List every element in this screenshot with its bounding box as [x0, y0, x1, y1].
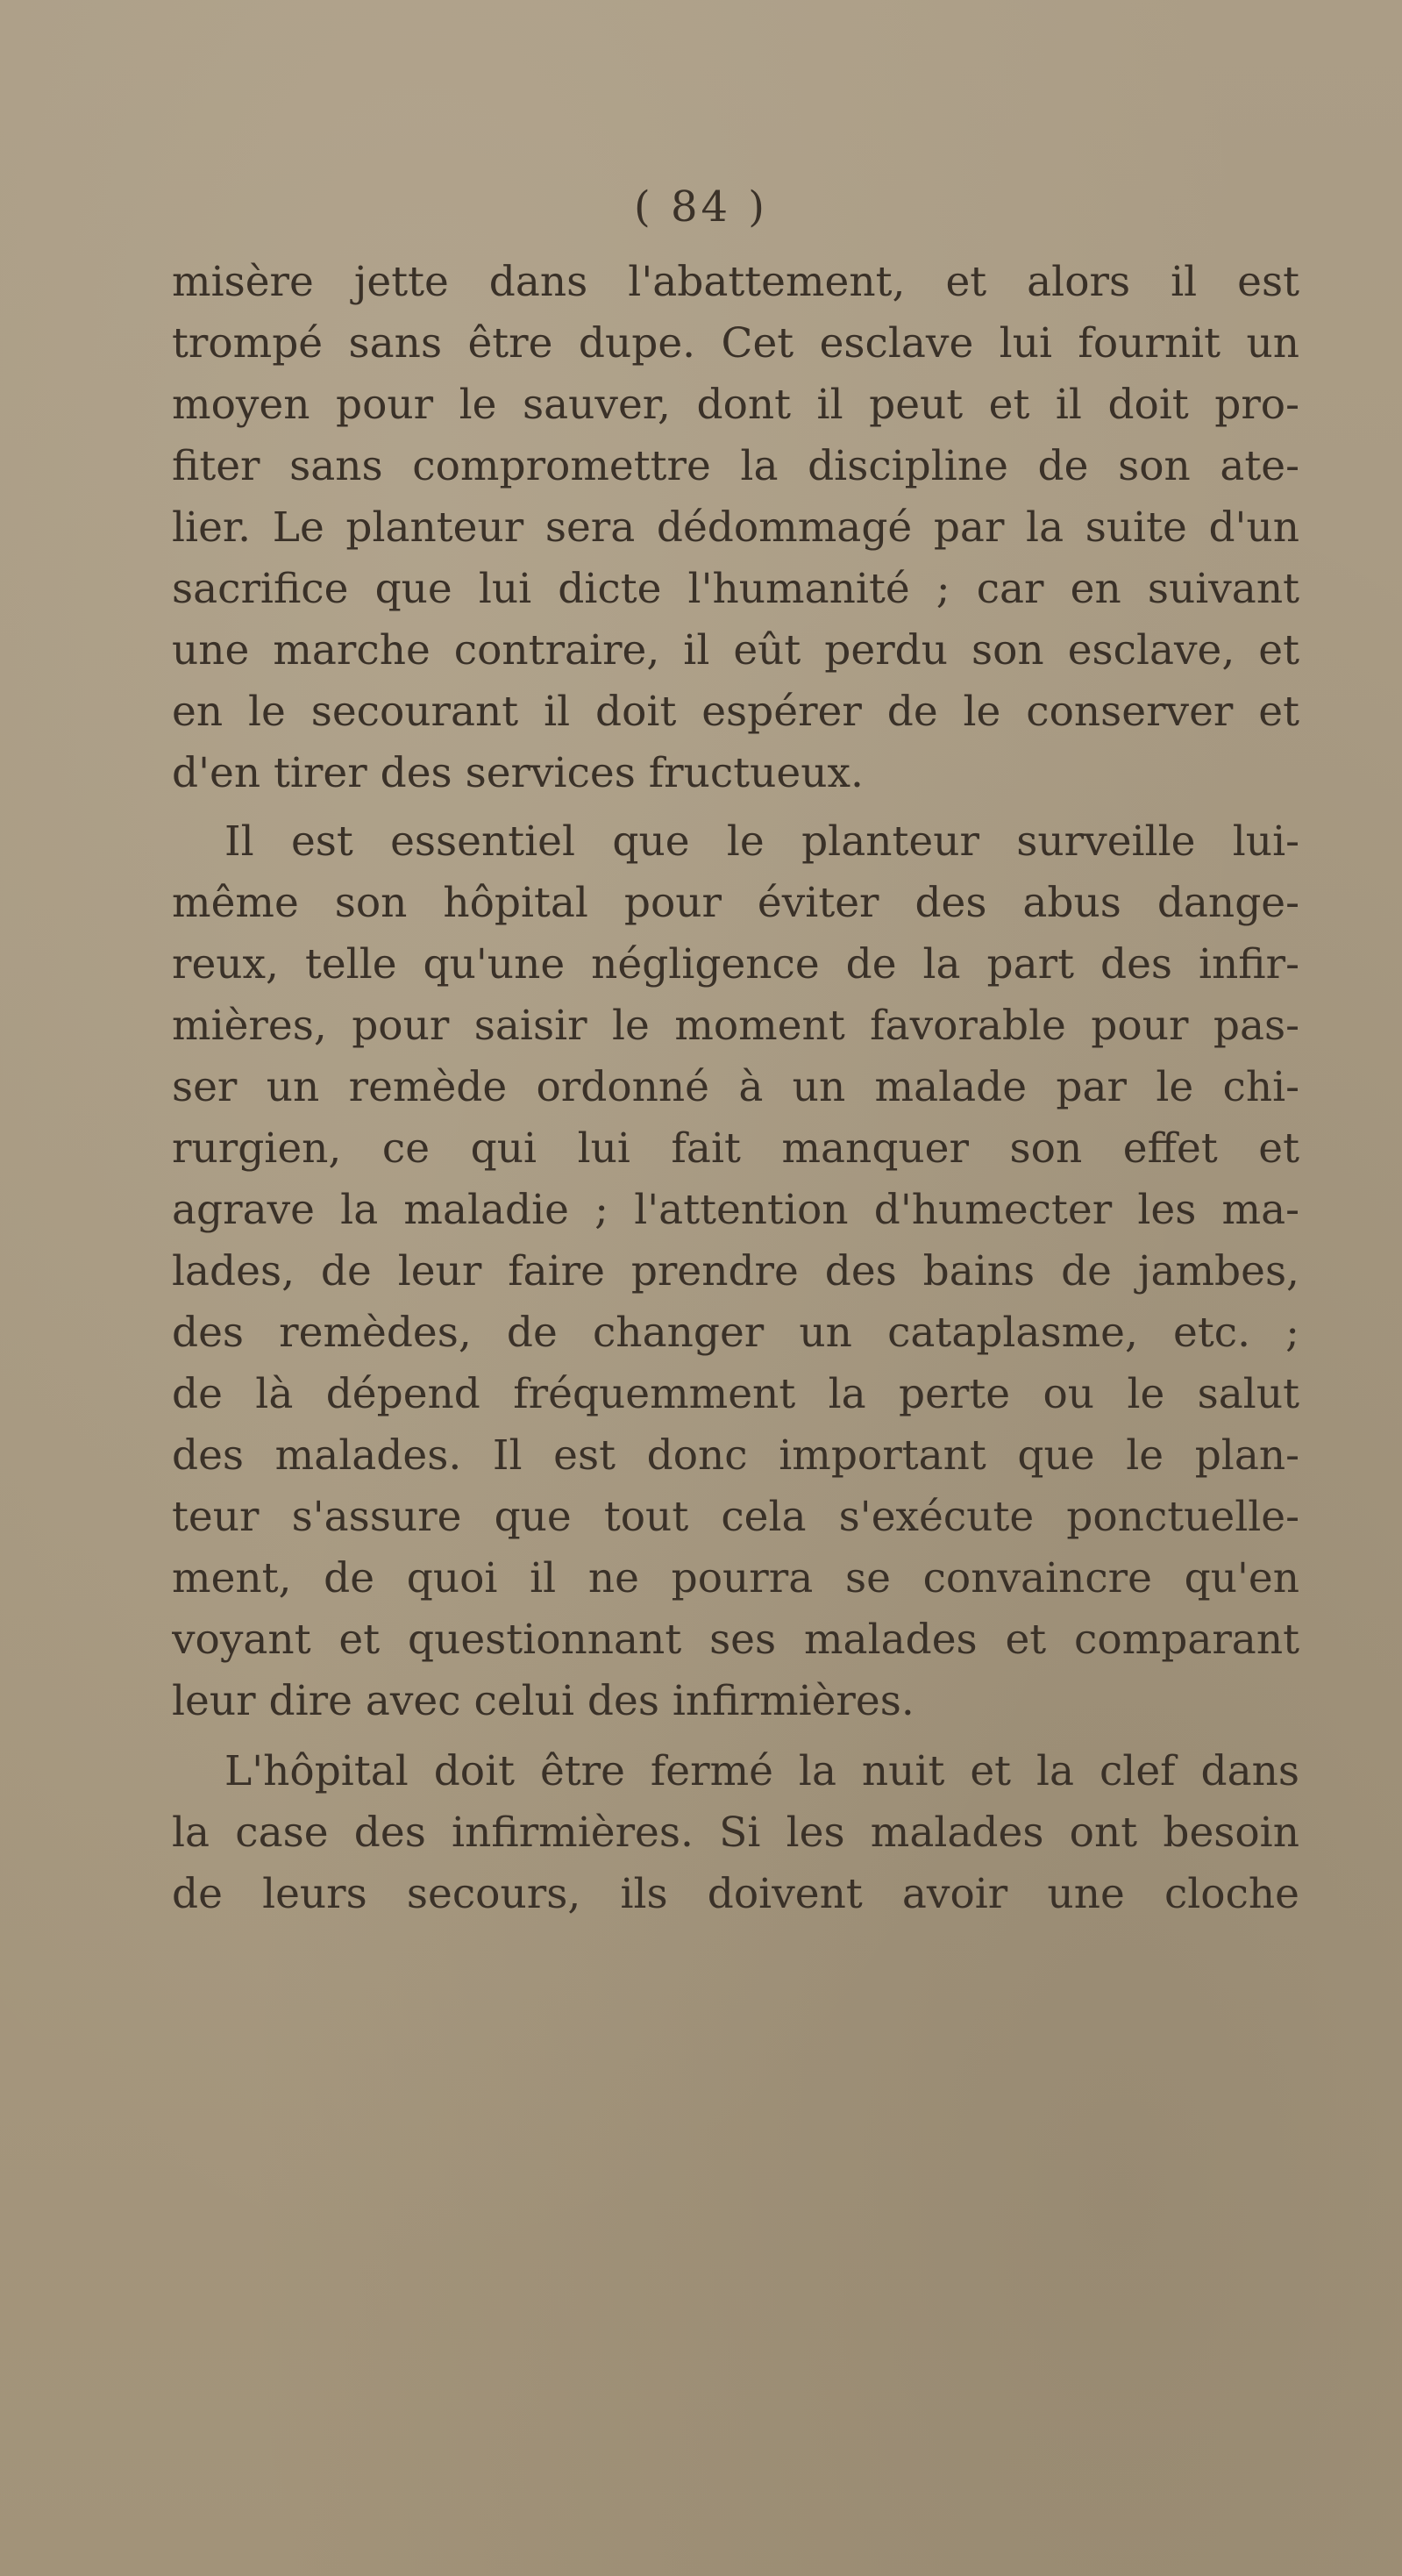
page-number: ( 84 ) [633, 182, 769, 232]
text-line: des remèdes, de changer un cataplasme, etc. ; [172, 1309, 1299, 1357]
text-line: voyant et questionnant ses malades et comparant [172, 1616, 1299, 1664]
text-line: de là dépend fréquemment la perte ou le salut [172, 1370, 1299, 1418]
text-line: mières, pour saisir le moment favorable pour pas- [172, 1002, 1299, 1050]
text-line: fiter sans compromettre la discipline de son ate- [172, 442, 1299, 490]
text-line: reux, telle qu'une négligence de la part des infir- [172, 940, 1299, 988]
text-line: une marche contraire, il eût perdu son esclave, et [172, 626, 1299, 674]
text-line: la case des infirmières. Si les malades ont besoin [172, 1809, 1299, 1857]
text-line: de leurs secours, ils doivent avoir une cloche [172, 1870, 1299, 1918]
text-line: leur dire avec celui des infirmières. [172, 1677, 915, 1725]
text-line: trompé sans être dupe. Cet esclave lui fournit un [172, 319, 1299, 367]
text-line: ment, de quoi il ne pourra se convaincre qu'en [172, 1554, 1299, 1602]
text-line: sacrifice que lui dicte l'humanité ; car en suivant [172, 565, 1299, 613]
text-line: moyen pour le sauver, dont il peut et il doit pro- [172, 381, 1299, 429]
text-line: lades, de leur faire prendre des bains de jambes, [172, 1247, 1299, 1295]
text-line: teur s'assure que tout cela s'exécute ponctuelle- [172, 1493, 1299, 1541]
text-line: ser un remède ordonné à un malade par le chi- [172, 1063, 1299, 1111]
text-line: d'en tirer des services fructueux. [172, 749, 864, 797]
text-line: des malades. Il est donc important que le plan- [172, 1431, 1299, 1480]
text-line: en le secourant il doit espérer de le conserver et [172, 688, 1299, 736]
text-line: agrave la maladie ; l'attention d'humecter les ma- [172, 1186, 1299, 1234]
text-line: L'hôpital doit être fermé la nuit et la clef dans [224, 1747, 1299, 1795]
text-line: rurgien, ce qui lui fait manquer son effet et [172, 1124, 1299, 1173]
text-line: Il est essentiel que le planteur surveille lui- [224, 817, 1299, 866]
text-line: misère jette dans l'abattement, et alors il est [172, 258, 1299, 306]
text-line: même son hôpital pour éviter des abus dange- [172, 879, 1299, 927]
text-line: lier. Le planteur sera dédommagé par la suite d'un [172, 503, 1299, 552]
